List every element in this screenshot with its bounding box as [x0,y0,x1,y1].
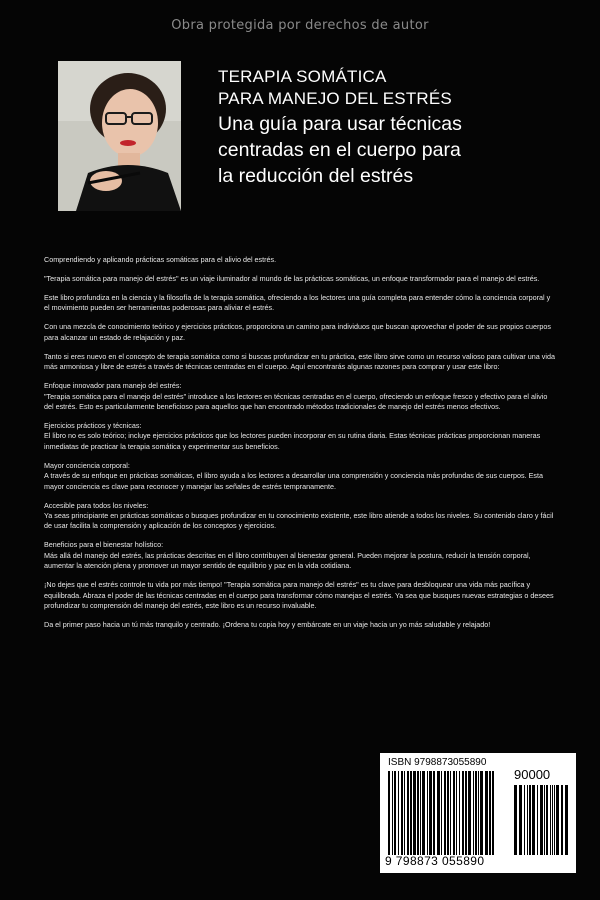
barcode-bar [433,771,435,855]
barcode-bar [410,771,412,855]
description-paragraph: Da el primer paso hacia un tú más tranquilo y centrado. ¡Ordena tu copia hoy y embárcate en un viaje hacia un yo más saludable y relajado! [44,620,491,630]
barcode-bar [550,785,551,855]
benefit-section [44,381,556,412]
barcode-bar [468,771,471,855]
barcode-icon [388,771,498,855]
book-title-line-2: PARA MANEJO DEL ESTRÉS [218,89,452,108]
title-block [218,66,588,189]
barcode-bar [450,771,451,855]
benefit-text: A través de su enfoque en prácticas somáticas, el libro ayuda a los lectores a desarrollar una comprensión y conciencia más profundas de sus cuerpos. Esta mayor conciencia es clave para reconocer y manejar las señales de estrés tempranamente. [44,471,544,491]
copyright-watermark-top: Obra protegida por derechos de autor [171,18,429,33]
book-subtitle-line-1: Una guía para usar técnicas [218,113,462,135]
barcode-bar [459,771,460,855]
description-paragraph: Comprendiendo y aplicando prácticas somáticas para el alivio del estrés. [44,255,277,264]
barcode-bar [413,771,416,855]
barcode-bar [532,785,535,855]
barcode-digits: 9 798873 055890 [385,854,485,868]
benefit-heading: Accesible para todos los niveles: [44,500,149,510]
benefit-section [44,461,556,492]
barcode-bar [462,771,464,855]
barcode-bar [392,771,393,855]
barcode-bar [456,771,457,855]
barcode-bar [465,771,467,855]
benefit-text: El libro no es solo teórico; incluye ejercicios prácticos que los lectores pueden incorporar en su rutina diaria. Estas técnicas prácticas proporcionan maneras inmediatas de practicar la terapia somática y experimentar sus beneficios. [44,431,541,451]
barcode-bar [398,771,399,855]
barcode-bar [529,785,531,855]
price-code: 90000 [514,767,551,782]
benefit-text: Ya seas principiante en prácticas somáticas o busques profundizar en tu conocimiento existente, este libro atiende a todos los niveles. Su contenido claro y fácil de usar facilita la comprensión y aplicación de los conceptos y ejercicios. [44,511,554,531]
barcode-bar [407,771,409,855]
book-title-line-1: TERAPIA SOMÁTICA [218,67,387,86]
benefit-heading: Mayor conciencia corporal: [44,460,130,470]
barcode-bar [565,785,568,855]
barcode-bar [489,771,491,855]
barcode-bar [514,785,517,855]
barcode-bar [492,771,494,855]
barcode-bar [480,771,483,855]
benefit-heading: Ejercicios prácticos y técnicas: [44,421,142,431]
benefit-section [44,501,556,532]
book-subtitle-line-3: la reducción del estrés [218,165,414,187]
barcode-bar [544,785,545,855]
barcode-bar [524,785,525,855]
author-portrait-icon [58,61,181,211]
benefit-text: "Terapia somática para el manejo del estrés" introduce a los lectores en técnicas centradas en el cuerpo, ofreciendo un enfoque fresco y efectivo para el alivio del estrés. Esto es particularmente beneficioso para aquellos que han encontrado métodos tradicionales de manejo del estrés menos efectivos. [44,391,548,412]
description-paragraph: ¡No dejes que el estrés controle tu vida por más tiempo! "Terapia somática para manejo del estrés" es tu clave para desbloquear una vida más pacífica y equilibrada. Abraza el poder de las técnicas centradas en el cuerpo para transformar cómo manejas el estrés. Ya sea que busques nuevas estrategias o desees profundizar tu comprensión del manejo del estrés, este libro es un recurso invaluable. [44,580,554,611]
barcode-bar [441,771,442,855]
barcode-bar [417,771,419,855]
benefit-heading: Enfoque innovador para manejo del estrés: [44,381,182,391]
barcode-bar [437,771,440,855]
barcode-bar [561,785,563,855]
benefit-heading: Beneficios para el bienestar holístico: [44,540,164,550]
barcode-bar [478,771,479,855]
barcode-bar [444,771,446,855]
book-subtitle-line-2: centradas en el cuerpo para [218,139,461,161]
barcode-bar [453,771,455,855]
barcode-bar [540,785,543,855]
description-paragraph: "Terapia somática para manejo del estrés" es un viaje iluminador al mundo de las prácticas somáticas, un enfoque transformador para el manejo del estrés. [44,274,540,283]
barcode-bar [420,771,421,855]
barcode-bar [427,771,428,855]
price-barcode-icon [514,785,570,855]
barcode-bar [447,771,449,855]
back-cover-description [44,255,556,639]
barcode-bar [388,771,390,855]
description-paragraph: Con una mezcla de conocimiento teórico y ejercicios prácticos, proporciona un camino para individuos que buscan aprovechar el poder de sus propios cuerpos para alcanzar un estado de relajación y paz. [44,322,552,342]
description-paragraph: Este libro profundiza en la ciencia y la filosofía de la terapia somática, ofreciendo a los lectores una guía completa para entender cómo la conciencia corporal y el movimiento pueden ser herramientas poderosas para aliviar el estrés. [44,293,551,313]
description-paragraph: Tanto si eres nuevo en el concepto de terapia somática como si buscas profundizar en tu práctica, este libro sirve como un recurso valioso para cultivar una vida más armoniosa y libre de estrés a través de técnicas centradas en el cuerpo. Aquí encontrarás algunas razones para comprar y usar este libro: [44,351,555,372]
barcode-bar [422,771,425,855]
barcode-bar [401,771,403,855]
barcode-bar [404,771,405,855]
barcode-bar [519,785,522,855]
barcode-bar [527,785,528,855]
benefit-section [44,421,556,452]
isbn-barcode-box [380,753,576,873]
barcode-bar [394,771,396,855]
barcode-bar [485,771,488,855]
barcode-bar [473,771,474,855]
barcode-bar [429,771,432,855]
author-photo [58,61,181,211]
barcode-bar [552,785,553,855]
barcode-bar [475,771,477,855]
isbn-label: ISBN 9798873055890 [388,757,487,768]
barcode-bar [537,785,538,855]
barcode-bar [554,785,555,855]
barcode-bar [546,785,548,855]
barcode-bar [556,785,559,855]
benefit-text: Más allá del manejo del estrés, las prácticas descritas en el libro contribuyen al bienestar general. Pueden mejorar la postura, reducir la tensión corporal, aumentar la atención plena y promover un mayor sentido de equilibrio y paz en la vida cotidiana. [44,550,531,571]
benefit-section [44,540,556,571]
